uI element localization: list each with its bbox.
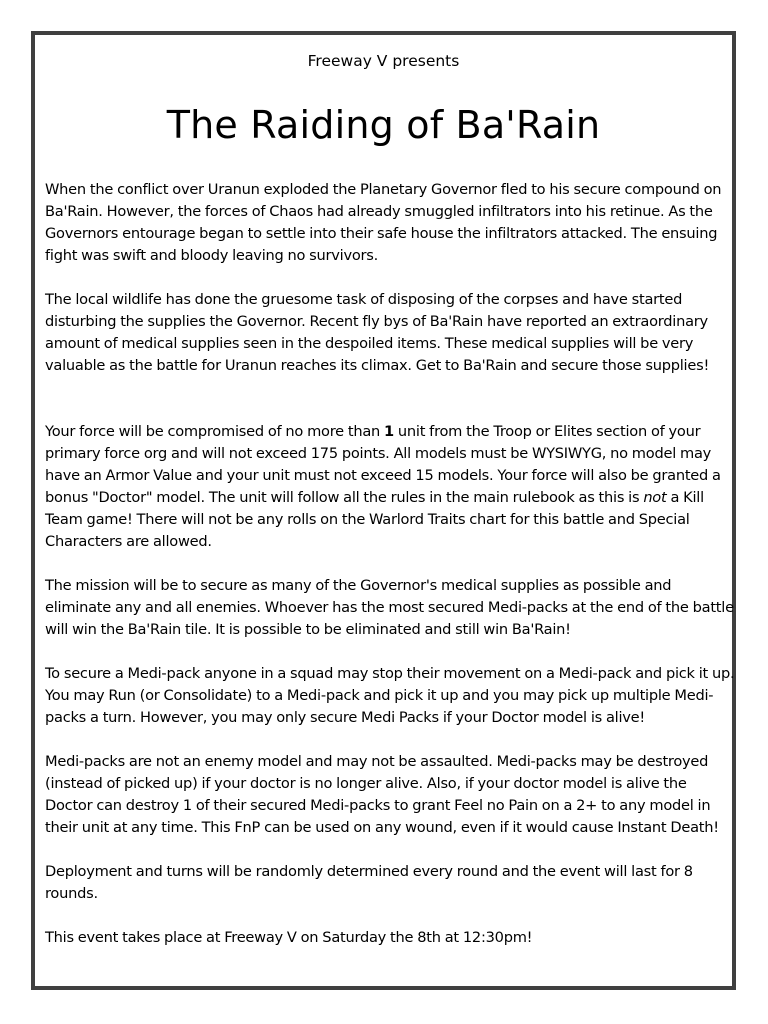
paragraph-secure-medipack: To secure a Medi-pack anyone in a squad may stop their movement on a Medi-pack and pick it up. You may Run (or Consolidate) to a Medi-pack and pick it up and you may pick up multiple Medi-packs a turn. However, you may only secure Medi Packs if your Doctor model is alive! [45, 665, 735, 726]
not-italic: not [643, 489, 667, 506]
paragraph-mission: The mission will be to secure as many of the Governor's medical supplies as possible and eliminate any and all enemies. Whoever has the most secured Medi-packs at the end of the battle will win the Ba'Rain tile. It is possible to be eliminated and still win Ba'Rain! [45, 577, 734, 638]
paragraph-wildlife: The local wildlife has done the gruesome task of disposing of the corpses and have started disturbing the supplies the Governor. Recent fly bys of Ba'Rain have reported an extraordinary amount of medical supplies seen in the despoiled items. These medical supplies will be very valuable as the battle for Uranun reaches its climax. Get to Ba'Rain and secure those supplies! [45, 291, 710, 374]
paragraph-force-rules [45, 421, 735, 553]
paragraph-deployment: Deployment and turns will be randomly determined every round and the event will last for 8 rounds. [45, 863, 693, 902]
force-rules-text-a: Your force will be compromised of no more than [45, 423, 385, 440]
document-body [45, 179, 735, 971]
document-title: The Raiding of Ba'Rain [166, 103, 601, 147]
force-rules-text-c: a Kill Team game! There will not be any rolls on the Warlord Traits chart for this battle and Special Characters are allowed. [45, 489, 704, 550]
force-rules-text-b: unit from the Troop or Elites section of your primary force org and will not exceed 175 points. All models must be WYSIWYG, no model may have an Armor Value and your unit must not exceed 15 models. Your force will also be granted a bonus "Doctor" model. The unit will follow all the rules in the main rulebook as this is [45, 423, 721, 506]
unit-count-bold: 1 [384, 423, 394, 440]
document-page [31, 31, 736, 990]
paragraph-medipack-rules: Medi-packs are not an enemy model and may not be assaulted. Medi-packs may be destroyed (instead of picked up) if your doctor is no longer alive. Also, if your doctor model is alive the Doctor can destroy 1 of their secured Medi-packs to grant Feel no Pain on a 2+ to any model in their unit at any time. This FnP can be used on any wound, even if it would cause Instant Death! [45, 753, 719, 836]
paragraph-intro: When the conflict over Uranun exploded the Planetary Governor fled to his secure compound on Ba'Rain. However, the forces of Chaos had already smuggled infiltrators into his retinue. As the Governors entourage began to settle into their safe house the infiltrators attacked. The ensuing fight was swift and bloody leaving no survivors. [45, 181, 722, 264]
paragraph-event-info: This event takes place at Freeway V on Saturday the 8th at 12:30pm! [45, 929, 533, 946]
presents-line: Freeway V presents [307, 52, 460, 70]
